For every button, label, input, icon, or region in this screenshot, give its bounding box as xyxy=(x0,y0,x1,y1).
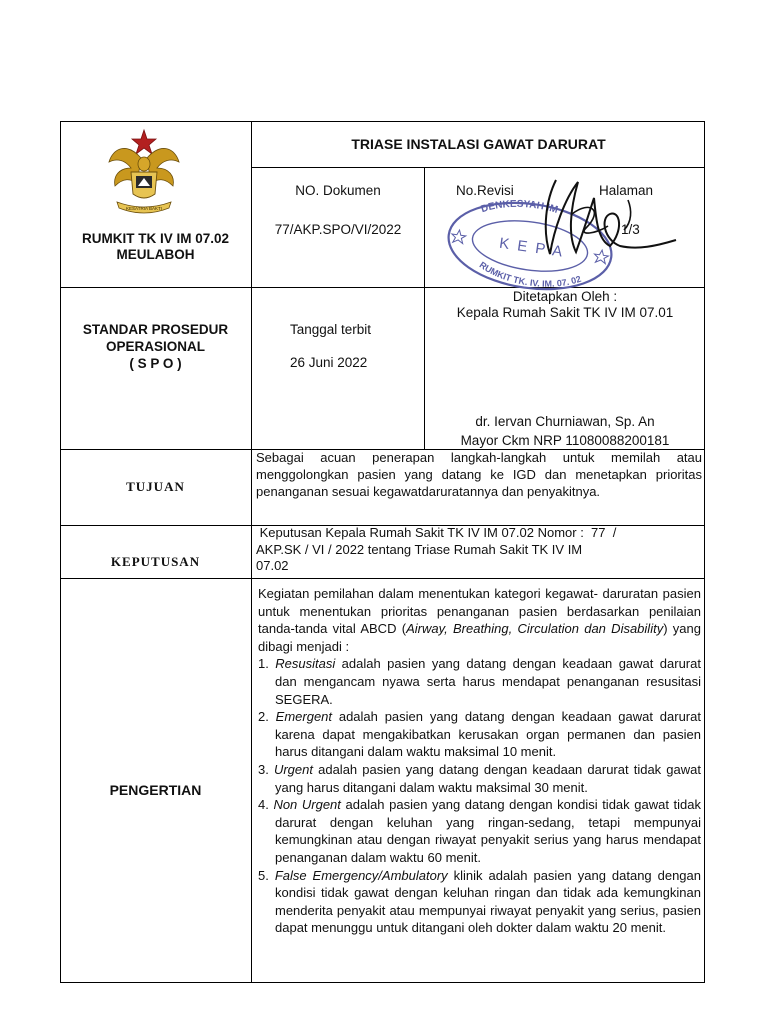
spo-abbrev: ( S P O ) xyxy=(129,356,182,371)
page-value: 1/3 xyxy=(621,222,640,237)
set-by-role: Kepala Rumah Sakit TK IV IM 07.01 xyxy=(456,305,674,320)
signer-rank: Mayor Ckm NRP 11080088200181 xyxy=(460,433,670,448)
doc-number-label: NO. Dokumen xyxy=(295,183,381,198)
svg-text:DENKESYAH IM: DENKESYAH IM xyxy=(479,198,560,216)
issued-label: Tanggal terbit xyxy=(290,322,372,337)
set-by-label: Ditetapkan Oleh : xyxy=(512,289,618,304)
svg-text:KESATRIA BAKTI: KESATRIA BAKTI xyxy=(126,206,162,211)
pengertian-intro: Kegiatan pemilahan dalam menentukan kategori kegawat- daruratan pasien untuk menentukan prioritas penanganan pasien berdasarkan penilaian tanda-tanda vital ABCD (Airway, Breathing, Circulation dan Disability) yang dibagi menjadi : xyxy=(258,586,701,654)
issued-date: 26 Juni 2022 xyxy=(290,355,368,370)
row-divider xyxy=(60,578,705,579)
svg-text:RUMKIT TK. IV. IM. 07. 02: RUMKIT TK. IV. IM. 07. 02 xyxy=(477,259,583,289)
keputusan-text-line2: AKP.SK / VI / 2022 tentang Triase Rumah Sakit TK IV IM xyxy=(256,542,583,557)
document-title: TRIASE INSTALASI GAWAT DARURAT xyxy=(351,136,606,152)
list-item: 1. Resusitasi adalah pasien yang datang dengan keadaan gawat darurat dan mengancam nyawa serta harus mendapat penanganan resusitasi SEGERA. xyxy=(258,656,701,707)
keputusan-text-line1: Keputusan Kepala Rumah Sakit TK IV IM 07.02 Nomor : 77 / xyxy=(256,525,617,540)
list-item: 3. Urgent adalah pasien yang datang dengan keadaan darurat tidak gawat yang harus ditangani dalam waktu maksimal 30 menit. xyxy=(258,761,701,795)
signer-name: dr. Iervan Churniawan, Sp. An xyxy=(475,414,655,429)
keputusan-label: KEPUTUSAN xyxy=(110,554,201,569)
spo-title-line1: STANDAR PROSEDUR xyxy=(82,322,229,337)
column-divider xyxy=(251,121,252,983)
pengertian-text xyxy=(258,585,701,937)
svg-text:K E P A: K E P A xyxy=(498,234,566,261)
keputusan-text-line3: 07.02 xyxy=(256,558,289,573)
revision-label: No.Revisi xyxy=(456,183,514,198)
signature-mark xyxy=(520,170,685,270)
hospital-name: RUMKIT TK IV IM 07.02 xyxy=(81,231,230,246)
tujuan-text: Sebagai acuan penerapan langkah-langkah untuk memilah atau menggolongkan pasien yang datang ke IGD dan menetapkan prioritas penanganan sesuai kegawatdaruratannya dan penyakitnya. xyxy=(256,450,702,499)
pengertian-label: PENGERTIAN xyxy=(109,782,202,798)
list-item: 5. False Emergency/Ambulatory klinik adalah pasien yang datang dengan kondisi tidak gawat dengan keluhan ringan dan tidak ada kemungkinan menderita penyakit atau mempunyai riwayat penyakit yang serius, pasien dapat menunggu untuk ditangani oleh dokter dalam waktu 20 menit. xyxy=(258,867,701,936)
hospital-location: MEULABOH xyxy=(116,247,195,262)
spo-title-line2: OPERASIONAL xyxy=(105,339,205,354)
page-label: Halaman xyxy=(599,183,654,198)
military-emblem-logo xyxy=(103,128,185,220)
list-item: 4. Non Urgent adalah pasien yang datang dengan kondisi tidak gawat tidak darurat dengan keluhan yang ringan-sedang, tetapi mempunyai kemungkinan atau dengan riwayat penyakit serius yang harus mendapat penanganan dalam waktu 60 menit. xyxy=(258,797,701,865)
title-divider xyxy=(251,167,705,168)
tujuan-label: TUJUAN xyxy=(126,479,185,494)
doc-number-value: 77/AKP.SPO/VI/2022 xyxy=(274,222,402,237)
list-item: 2. Emergent adalah pasien yang datang dengan keadaan gawat darurat karena dapat mengakibatkan kerusakan organ permanen dan pasien harus ditangani dalam waktu maksimal 10 menit. xyxy=(258,709,701,760)
